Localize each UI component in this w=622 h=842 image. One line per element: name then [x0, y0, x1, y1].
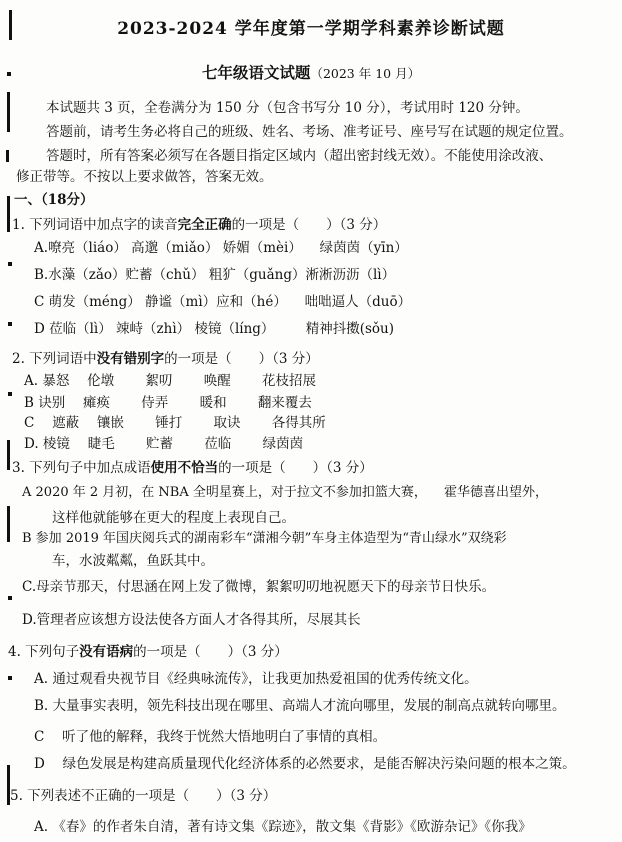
instruction-line: 本试题共 3 页，全卷满分为 150 分（包含书写分 10 分），考试用时 120 分钟。 [46, 100, 529, 116]
subject-title: 七年级语文试题 [201, 63, 311, 82]
stem-text: 3. 下列句子中加点成语 [12, 460, 151, 476]
instruction-line: 修正带等。不按以上要求做答，答案无效。 [16, 169, 273, 185]
stem-text: 的一项是（ ）（3 分） [231, 217, 387, 233]
binding-mark [7, 440, 10, 470]
option-line: B.水藻（zǎo）贮蓄（chǔ） 粗犷（guǎng）淅淅沥沥（lì） [34, 267, 396, 283]
question-stem [12, 459, 373, 477]
option-line: C 遮蔽 镶嵌 锤打 取诀 各得其所 [24, 415, 326, 431]
option-line: B 诀别 瘫痪 侍弄 暖和 翻来覆去 [24, 395, 312, 411]
binding-mark [7, 196, 10, 232]
option-line: 这样他就能够在更大的程度上表现自己。 [52, 510, 295, 526]
question-stem [12, 350, 319, 368]
instruction-line: 答题时，所有答案必须写在各题目指定区域内（超出密封线无效）。不能使用涂改液、 [46, 148, 553, 164]
stem-text: 的一项是（ ）（3 分） [133, 644, 288, 660]
option-line: D.管理者应该想方设法使各方面人才各得其所，尽展其长 [22, 612, 361, 628]
section-heading: 一、（18分） [14, 192, 94, 208]
binding-mark [6, 150, 9, 162]
binding-mark [7, 506, 10, 542]
option-line: D 绿色发展是构建高质量现代化经济体系的必然要求，是能否解决污染问题的根本之策。 [34, 756, 576, 772]
stem-text: 1. 下列词语中加点字的读音 [12, 217, 178, 233]
binding-mark [7, 92, 10, 132]
option-line: A. 暴怒 伦墩 絮叨 唤醒 花枝招展 [24, 373, 316, 389]
stem-text: 的一项是（ ）（3 分） [218, 460, 373, 476]
stem-emphasis: 完全正确 [177, 217, 232, 233]
question-stem: 5. 下列表述不正确的一项是（ ）（3 分） [10, 788, 277, 804]
stem-text: 的一项是（ ）（3 分） [164, 351, 319, 367]
option-line: A. 通过观看央视节目《经典咏流传》，让我更加热爱祖国的优秀传统文化。 [34, 671, 478, 687]
stem-emphasis: 使用不恰当 [150, 460, 219, 476]
option-line: D 莅临（lì） 竦峙（zhì） 棱镜（líng） 精神抖擞(sǒu) [34, 321, 395, 337]
binding-mark [8, 596, 12, 600]
exam-date: （2023 年 10 月） [310, 66, 421, 81]
option-line: A. 《春》的作者朱自清，著有诗文集《踪迹》，散文集《背影》《欧游杂记》《你我》 [34, 819, 532, 835]
stem-text: 4. 下列句子 [8, 644, 80, 660]
option-line: B 参加 2019 年国庆阅兵式的湖南彩车“潇湘今朝”车身主体造型为“青山绿水”双绕彩 [22, 531, 507, 546]
option-line: C 听了他的解释，我终于恍然大悟地明白了事情的真相。 [34, 729, 387, 745]
binding-mark [8, 322, 12, 326]
binding-mark [8, 676, 12, 680]
option-line: 车，水波粼粼，鱼跃其中。 [52, 553, 214, 569]
option-line: A 2020 年 2 月初，在 NBA 全明星赛上，对于拉文不参加扣篮大赛， 霍华德喜出望外， [22, 485, 548, 500]
option-line: D. 棱镜 睫毛 贮蓄 莅临 绿茵茵 [24, 436, 304, 452]
binding-mark [8, 392, 12, 396]
option-line: C 萌发（méng） 静谧（mì）应和（hé） 咄咄逼人（duō） [34, 294, 412, 310]
option-line: A.嘹亮（liáo） 高邈（miǎo） 娇媚（mèi） 绿茵茵（yīn） [34, 240, 408, 256]
stem-emphasis: 没有语病 [79, 644, 134, 660]
stem-text: 2. 下列词语中 [12, 351, 97, 367]
question-stem [8, 643, 288, 661]
option-line: C.母亲节那天，付思涵在网上发了微博，絮絮叨叨地祝愿天下的母亲节日快乐。 [22, 579, 496, 595]
stem-emphasis: 没有错别字 [96, 351, 165, 367]
exam-subtitle [0, 64, 622, 83]
exam-title: 2023-2024 学年度第一学期学科素养诊断试题 [117, 19, 505, 39]
option-line: B. 大量事实表明，领先科技出现在哪里、高端人才流向哪里，发展的制高点就转向哪里。 [34, 698, 566, 714]
instruction-line: 答题前，请考生务必将自己的班级、姓名、考场、准考证号、座号写在试题的规定位置。 [46, 124, 573, 140]
binding-mark [8, 262, 12, 266]
question-stem [12, 216, 386, 234]
